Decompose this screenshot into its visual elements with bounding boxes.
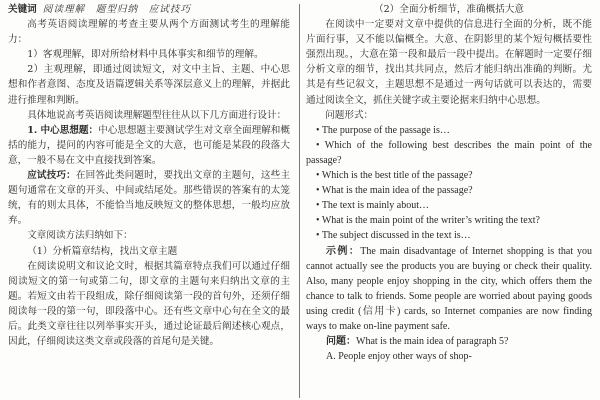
question-text: What is the main idea of paragraph 5? — [356, 336, 509, 348]
method-1-paragraph: 在阅读说明文和议论文时，根据其篇章特点我们可以通过仔细阅读短文的第一句或第二句，即文章的主题句来归纳出文章的主题。若短文由若干段组成，除仔细阅读第一段的首句外，还须仔细阅读每一段的第一句，即段落中心。还有些文章中心句在全文的最后。此类文章往往以列举事实开头，通过论证最后阐述核心观点，因此，仔细阅读这类文章或段落的首尾句是关键。 — [8, 260, 290, 348]
tip-text: 在回答此类问题时，要找出文章的主题句，这些主题句通常在文章的开头、中间或结尾处。那些错误的答案有的太笼统，有的则太具体，不能恰当地反映短文的整体思想，一般均应放弃。 — [8, 170, 291, 227]
question-form-item: • The text is mainly about… — [316, 200, 430, 212]
question-label: 问题： — [326, 336, 356, 348]
method-title: 文章阅读方法归纳如下： — [27, 230, 133, 242]
example-label: 示例： — [326, 245, 361, 257]
point-1-paragraph: 1）客观理解，即对所给材料中具体事实和细节的理解。 — [27, 49, 264, 61]
method-2-title: （2）全面分析细节，准确概括大意 — [373, 4, 524, 15]
column-divider — [299, 4, 300, 398]
tip-label: 应试技巧： — [27, 170, 76, 182]
keywords-line — [8, 2, 290, 17]
question-form-item: • The subject discussed in the text is… — [316, 230, 471, 242]
question-form-item: • The purpose of the passage is… — [316, 124, 450, 136]
method-1-title: （1）分析篇章结构，找出文章主题 — [27, 245, 178, 257]
left-column — [8, 2, 290, 349]
question-paragraph — [306, 334, 592, 349]
keywords-label: 关键词 — [8, 4, 37, 15]
example-paragraph — [306, 244, 592, 335]
intro-paragraph: 高考英语阅读理解的考查主要从两个方面测试考生的理解能力： — [8, 19, 290, 46]
right-column — [306, 2, 592, 364]
question-form-item: • What is the main point of the writer’s writing the text? — [316, 215, 540, 227]
question-form-item: • Which of the following best describes the main point of the passage? — [306, 139, 592, 166]
summary-paragraph: 具体地说高考英语阅读理解题型往往从以下几方面进行设计： — [27, 109, 287, 121]
point-2-paragraph: 2）主观理解，即通过阅读短文，对文中主旨、主题、中心思想和作者意图、态度及语篇逻辑关系等深层意义上的理解，并据此进行推理和判断。 — [8, 64, 290, 106]
option-a: A. People enjoy other ways of shop- — [326, 351, 472, 363]
tip-paragraph — [8, 168, 290, 228]
example-text: The main disadvantage of Internet shopping is that you cannot actually see the products you are buying or check their quality. Also, many people enjoy shopping in the city, which offers them the chance to talk to friends. Some people are worried about paying goods using credit (信用卡) cards, so Internet companies are now finding ways to make on-line payment safe. — [306, 245, 592, 332]
section-1-paragraph — [8, 123, 290, 168]
question-form-item: • Which is the best title of the passage? — [316, 170, 473, 182]
section-1-text: 中心思想题主要测试学生对文章全面理解和概括的能力，提问的内容可能是全文的大意，也可能是某段的段落大意，一般不易在文中直接找到答案。 — [8, 124, 290, 166]
keywords-values: 阅读理解 题型归纳 应试技巧 — [42, 4, 192, 15]
method-2-paragraph: 在阅读中一定要对文章中提供的信息进行全面的分析，既不能片面行事，又不能以偏概全。大意、在阴影里的某个短句概括要性强烈出现。，大意在第一段和最后一段中提出。在解题时一定要仔细分析文章的细节，找出其共同点，然后才能归纳出准确的判断。尤其是有些记叙文，主题思想不是通过一两句话就可以表达的，需要通过阅读全文，抓住关键字或主要论据来归纳中心思想。 — [306, 19, 592, 106]
question-forms-label: 问题形式： — [325, 109, 374, 121]
question-form-item: • What is the main idea of the passage? — [316, 185, 473, 197]
section-1-title: 1. 中心思想题： — [27, 124, 99, 136]
